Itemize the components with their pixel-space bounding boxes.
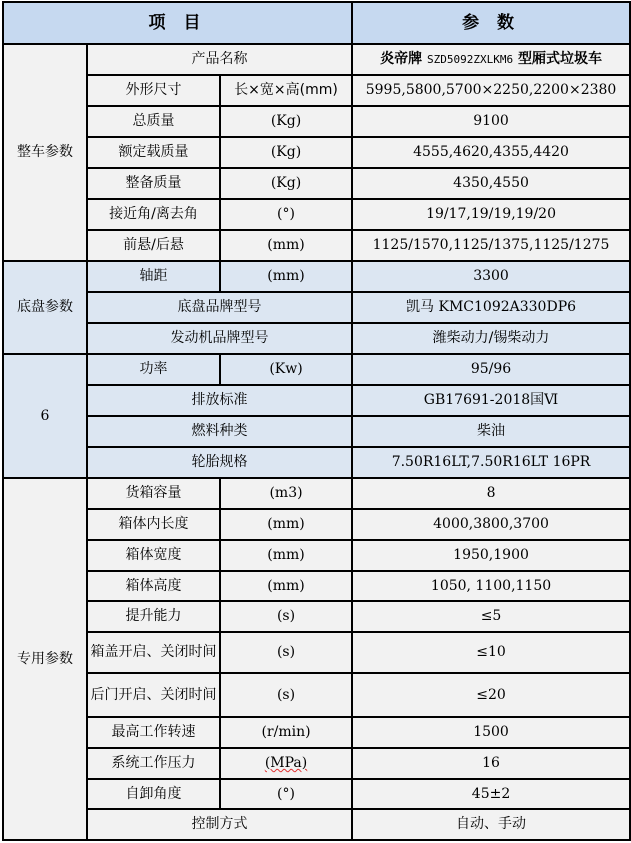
- table-row: [3, 354, 630, 385]
- table-row: [3, 809, 630, 840]
- row-unit: (s): [220, 673, 352, 717]
- row-value: 1500: [352, 717, 630, 748]
- table-row: [3, 571, 630, 601]
- row-value: 1950,1900: [352, 540, 630, 571]
- table-row: [3, 673, 630, 717]
- row-label: 箱盖开启、关闭时间: [87, 632, 220, 673]
- spellcheck-unit: (MPa): [264, 755, 308, 771]
- table-row: [3, 478, 630, 509]
- row-unit: (mm): [220, 261, 352, 292]
- row-value: 柴油: [352, 416, 630, 447]
- row-unit: (°): [220, 199, 352, 230]
- header-item: 项 目: [3, 2, 352, 44]
- row-unit: (°): [220, 779, 352, 809]
- row-label: 轴距: [87, 261, 220, 292]
- row-value: 16: [352, 748, 630, 779]
- row-label: 总质量: [87, 106, 220, 137]
- row-value: ≤5: [352, 601, 630, 632]
- row-value: 潍柴动力/锡柴动力: [352, 323, 630, 354]
- row-unit: [220, 748, 352, 779]
- row-value: 5995,5800,5700×2250,2200×2380: [352, 75, 630, 106]
- row-label: 箱体内长度: [87, 509, 220, 540]
- table-row: [3, 137, 630, 168]
- row-value: 95/96: [352, 354, 630, 385]
- table-row: [3, 199, 630, 230]
- section-label: 整车参数: [3, 44, 87, 261]
- table-row: [3, 540, 630, 571]
- table-row: [3, 601, 630, 632]
- row-label: 后门开启、关闭时间: [87, 673, 220, 717]
- row-unit: (Kg): [220, 106, 352, 137]
- row-unit: (mm): [220, 571, 352, 601]
- table-row: [3, 106, 630, 137]
- row-unit: (mm): [220, 509, 352, 540]
- row-value: ≤20: [352, 673, 630, 717]
- row-label: 前悬/后悬: [87, 230, 220, 261]
- row-value: GB17691-2018国Ⅵ: [352, 385, 630, 416]
- row-label: 外形尺寸: [87, 75, 220, 106]
- row-unit: (Kg): [220, 168, 352, 199]
- table-row: [3, 717, 630, 748]
- row-unit: (r/min): [220, 717, 352, 748]
- row-label: 燃料种类: [87, 416, 352, 447]
- row-unit: (m3): [220, 478, 352, 509]
- row-unit: (mm): [220, 540, 352, 571]
- table-row: [3, 75, 630, 106]
- row-value: 自动、手动: [352, 809, 630, 840]
- row-value: 7.50R16LT,7.50R16LT 16PR: [352, 447, 630, 478]
- row-unit: (Kg): [220, 137, 352, 168]
- table-row: [3, 168, 630, 199]
- row-unit: (s): [220, 632, 352, 673]
- row-value: 19/17,19/19,19/20: [352, 199, 630, 230]
- table-row: [3, 385, 630, 416]
- row-value: 3300: [352, 261, 630, 292]
- row-value: 4000,3800,3700: [352, 509, 630, 540]
- row-label: 排放标准: [87, 385, 352, 416]
- row-value: 9100: [352, 106, 630, 137]
- row-unit: (s): [220, 601, 352, 632]
- row-label: 箱体高度: [87, 571, 220, 601]
- model-code: SZD5092ZXLKM6: [426, 53, 514, 66]
- table-row: [3, 44, 630, 75]
- row-unit: (mm): [220, 230, 352, 261]
- table-row: [3, 748, 630, 779]
- row-label: 产品名称: [87, 44, 352, 75]
- table-row: [3, 447, 630, 478]
- table-header: [3, 2, 630, 44]
- row-label: 整备质量: [87, 168, 220, 199]
- table-row: [3, 292, 630, 323]
- row-label: 功率: [87, 354, 220, 385]
- row-label: 箱体宽度: [87, 540, 220, 571]
- section-label: 专用参数: [3, 478, 87, 840]
- table-row: [3, 509, 630, 540]
- row-value: 8: [352, 478, 630, 509]
- row-label: 系统工作压力: [87, 748, 220, 779]
- row-value: 4350,4550: [352, 168, 630, 199]
- row-label: 自卸角度: [87, 779, 220, 809]
- row-label: 发动机品牌型号: [87, 323, 352, 354]
- table-row: [3, 632, 630, 673]
- row-value: 1050, 1100,1150: [352, 571, 630, 601]
- row-label: 轮胎规格: [87, 447, 352, 478]
- row-value: 4555,4620,4355,4420: [352, 137, 630, 168]
- row-unit: 长×宽×高(mm): [220, 75, 352, 106]
- header-param: 参 数: [352, 2, 630, 44]
- row-value: ≤10: [352, 632, 630, 673]
- row-label: 提升能力: [87, 601, 220, 632]
- row-label: 额定载质量: [87, 137, 220, 168]
- table-row: [3, 779, 630, 809]
- row-unit: (Kw): [220, 354, 352, 385]
- row-value: 凯马 KMC1092A330DP6: [352, 292, 630, 323]
- row-label: 最高工作转速: [87, 717, 220, 748]
- row-label: 底盘品牌型号: [87, 292, 352, 323]
- row-label: 控制方式: [87, 809, 352, 840]
- table-row: [3, 323, 630, 354]
- table-row: [3, 261, 630, 292]
- row-label: 接近角/离去角: [87, 199, 220, 230]
- section-label: 底盘参数: [3, 261, 87, 354]
- row-value: 45±2: [352, 779, 630, 809]
- row-value: 1125/1570,1125/1375,1125/1275: [352, 230, 630, 261]
- brand: 炎帝牌: [380, 51, 423, 67]
- spec-table: [2, 1, 631, 841]
- section-label: 6: [3, 354, 87, 478]
- row-label: 货箱容量: [87, 478, 220, 509]
- table-row: [3, 416, 630, 447]
- row-value: [352, 44, 630, 75]
- product-type: 型厢式垃圾车: [517, 51, 602, 67]
- table-row: [3, 230, 630, 261]
